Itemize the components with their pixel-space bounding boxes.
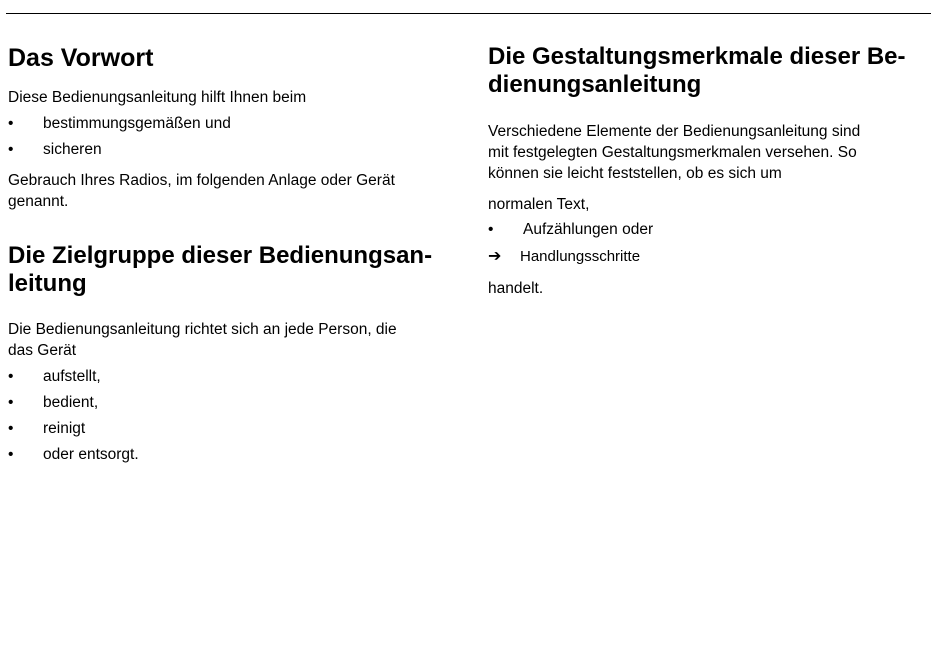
zielgruppe-intro-line1: Die Bedienungsanleitung richtet sich an jede Person, die — [8, 321, 397, 338]
list-item-label: bestimmungsgemäßen und — [43, 115, 231, 132]
zielgruppe-heading-line1: Die Zielgruppe dieser Bedienungsan- — [8, 242, 433, 269]
bullet-icon: • — [8, 394, 14, 411]
gestaltung-outro: handelt. — [488, 280, 544, 297]
bullet-icon: • — [8, 141, 14, 158]
top-rule — [6, 13, 931, 14]
zielgruppe-intro-line2: das Gerät — [8, 342, 77, 359]
gestaltung-heading-line2: dienungsanleitung — [488, 71, 702, 98]
bullet-icon: • — [8, 446, 14, 463]
vorwort-heading: Das Vorwort — [8, 44, 154, 72]
bullet-icon: • — [8, 368, 14, 385]
vorwort-intro: Diese Bedienungsanleitung hilft Ihnen beim — [8, 89, 307, 106]
list-item-label: reinigt — [43, 420, 86, 437]
bullet-icon: • — [488, 221, 494, 238]
list-item-label: sicheren — [43, 141, 102, 158]
gestaltung-para-line1: Verschiedene Elemente der Bedienungsanleitung sind — [488, 123, 861, 140]
vorwort-outro-line1: Gebrauch Ihres Radios, im folgenden Anlage oder Gerät — [8, 172, 395, 189]
list-item-label: bedient, — [43, 394, 99, 411]
bullet-icon: • — [8, 420, 14, 437]
zielgruppe-heading-line2: leitung — [8, 270, 87, 297]
gestaltung-para-line3: können sie leicht feststellen, ob es sich um — [488, 165, 782, 182]
action-step-label: Handlungsschritte — [520, 248, 641, 265]
gestaltung-heading-line1: Die Gestaltungsmerkmale dieser Be- — [488, 43, 906, 70]
list-item-label: Aufzählungen oder — [523, 221, 654, 238]
gestaltung-para-line2: mit festgelegten Gestaltungsmerkmalen versehen. So — [488, 144, 857, 161]
normal-text-line: normalen Text, — [488, 196, 590, 213]
arrow-right-icon: ➔ — [488, 248, 502, 265]
vorwort-outro-line2: genannt. — [8, 193, 69, 210]
bullet-icon: • — [8, 115, 14, 132]
list-item-label: oder entsorgt. — [43, 446, 139, 463]
list-item-label: aufstellt, — [43, 368, 101, 385]
